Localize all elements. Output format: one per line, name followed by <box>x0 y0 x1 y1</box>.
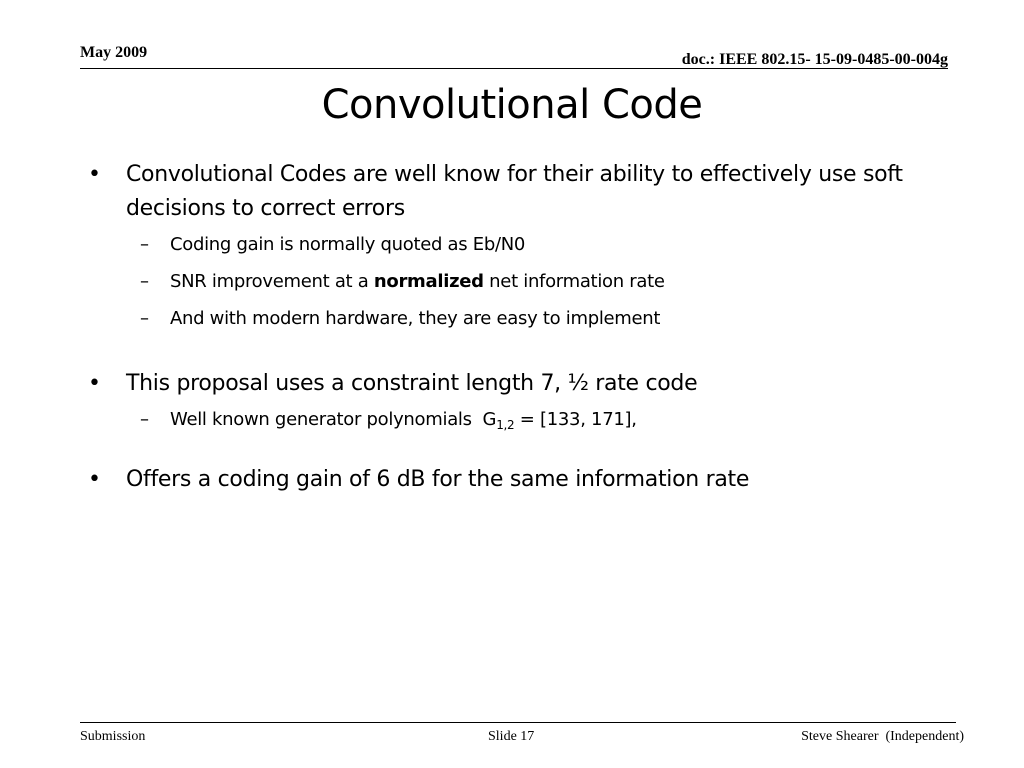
header-document-id: doc.: IEEE 802.15- 15-09-0485-00-004g <box>681 51 948 68</box>
bullet-item <box>88 158 948 226</box>
slide-body <box>88 158 948 497</box>
sub-bullet-text <box>170 271 665 292</box>
sub-bullet-text-suffix: net information rate <box>483 271 665 292</box>
slide-title: Convolutional Code <box>321 82 703 128</box>
generator-subscript: 1,2 <box>496 418 515 432</box>
bullet-marker: • <box>88 467 101 492</box>
sub-bullet-text: Coding gain is normally quoted as Eb/N0 <box>170 234 526 255</box>
header-date: May 2009 <box>80 44 148 61</box>
bullet-marker: • <box>88 162 101 187</box>
bullet-text: Convolutional Codes are well know for their ability to effectively use soft decisions to correct errors <box>126 162 903 221</box>
bullet-item <box>88 463 948 497</box>
sub-bullet-item <box>88 226 948 263</box>
sub-bullet-item <box>88 300 948 337</box>
sub-bullet-marker: – <box>140 234 149 255</box>
bullet-text: Offers a coding gain of 6 dB for the same information rate <box>126 467 750 492</box>
footer-slide-number: Slide 17 <box>488 729 535 744</box>
sub-bullet-text-prefix: Well known generator polynomials G <box>170 409 497 430</box>
bullet-text: This proposal uses a constraint length 7, ½ rate code <box>126 371 698 396</box>
bullet-marker: • <box>88 371 101 396</box>
sub-bullet-marker: – <box>140 308 149 329</box>
sub-bullet-text: And with modern hardware, they are easy to implement <box>170 308 661 329</box>
footer-author: Steve Shearer (Independent) <box>801 729 964 744</box>
sub-bullet-text-suffix: = [133, 171], <box>514 409 637 430</box>
footer-divider <box>80 722 956 723</box>
sub-bullet-item <box>88 263 948 300</box>
header-divider <box>80 68 948 69</box>
sub-bullet-item <box>88 401 948 438</box>
emphasis-normalized: normalized <box>373 271 484 292</box>
bullet-item <box>88 367 948 401</box>
sub-bullet-marker: – <box>140 409 149 430</box>
sub-bullet-marker: – <box>140 271 149 292</box>
footer-submission: Submission <box>80 729 146 744</box>
sub-bullet-text-prefix: SNR improvement at a <box>170 271 374 292</box>
sub-bullet-text <box>170 409 637 430</box>
